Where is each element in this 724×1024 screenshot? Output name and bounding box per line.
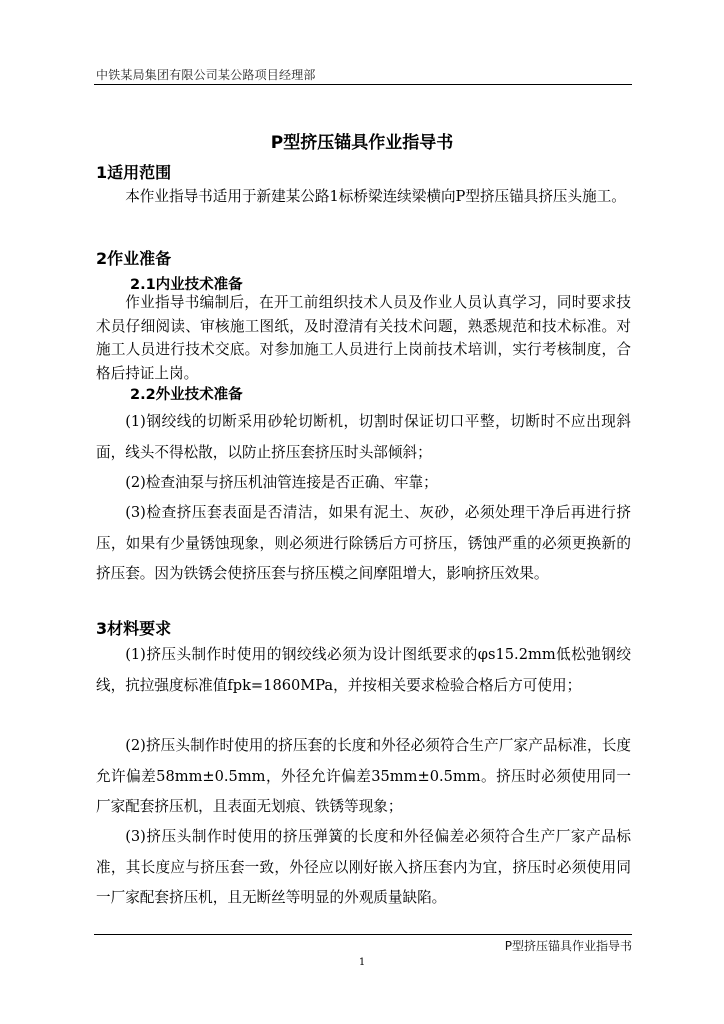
section-2-2-item-1: (1)钢绞线的切断采用砂轮切断机，切割时保证切口平整，切断时不应出现斜面，线头不得松散，以防止挤压套挤压时头部倾斜； — [96, 413, 631, 461]
footer-divider — [94, 934, 632, 935]
section-2-1-body: 作业指导书编制后，在开工前组织技术人员及作业人员认真学习，同时要求技术员仔细阅读、审核施工图纸，及时澄清有关技术问题，熟悉规范和技术标准。对施工人员进行技术交底。对参加施工人员进行上岗前技术培训，实行考核制度，合格后持证上岗。 — [96, 294, 631, 382]
section-2-2-item-3: (3)检查挤压套表面是否清洁，如果有泥土、灰砂，必须处理干净后再进行挤压，如果有少量锈蚀现象，则必须进行除锈后方可挤压，锈蚀严重的必须更换新的挤压套。因为铁锈会使挤压套与挤压模之间摩阻增大，影响挤压效果。 — [96, 504, 631, 582]
section-2-2-item-2: (2)检查油泵与挤压机油管连接是否正确、牢靠； — [125, 474, 438, 491]
section-2-heading: 2作业准备 — [96, 249, 172, 268]
section-2-2-heading: 2.2外业技术准备 — [130, 387, 243, 403]
section-1-heading: 1适用范围 — [96, 163, 172, 182]
header-divider — [94, 84, 632, 85]
section-3-item-1: (1)挤压头制作时使用的钢绞线必须为设计图纸要求的φs15.2mm低松弛钢绞线，抗拉强度标准值fpk=1860MPa，并按相关要求检验合格后方可使用； — [96, 646, 631, 694]
section-3-heading: 3材料要求 — [96, 619, 172, 638]
section-3-item-3: (3)挤压头制作时使用的挤压弹簧的长度和外径偏差必须符合生产厂家产品标准，其长度应与挤压套一致，外径应以刚好嵌入挤压套内为宜，挤压时必须使用同一厂家配套挤压机，且无断丝等明显的外观质量缺陷。 — [96, 828, 631, 906]
page-number: 1 — [358, 957, 366, 968]
section-1-body: 本作业指导书适用于新建某公路1标桥梁连续梁横向P型挤压锚具挤压头施工。 — [125, 188, 626, 205]
section-3-item-2: (2)挤压头制作时使用的挤压套的长度和外径必须符合生产厂家产品标准，长度允许偏差58mm±0.5mm，外径允许偏差35mm±0.5mm。挤压时必须使用同一厂家配套挤压机，且表面无划痕、铁锈等现象； — [96, 737, 631, 815]
running-header: 中铁某局集团有限公司某公路项目经理部 — [96, 68, 316, 82]
running-footer: P型挤压锚具作业指导书 — [504, 939, 632, 953]
document-title: P型挤压锚具作业指导书 — [270, 133, 454, 153]
section-2-1-heading: 2.1内业技术准备 — [130, 277, 243, 293]
